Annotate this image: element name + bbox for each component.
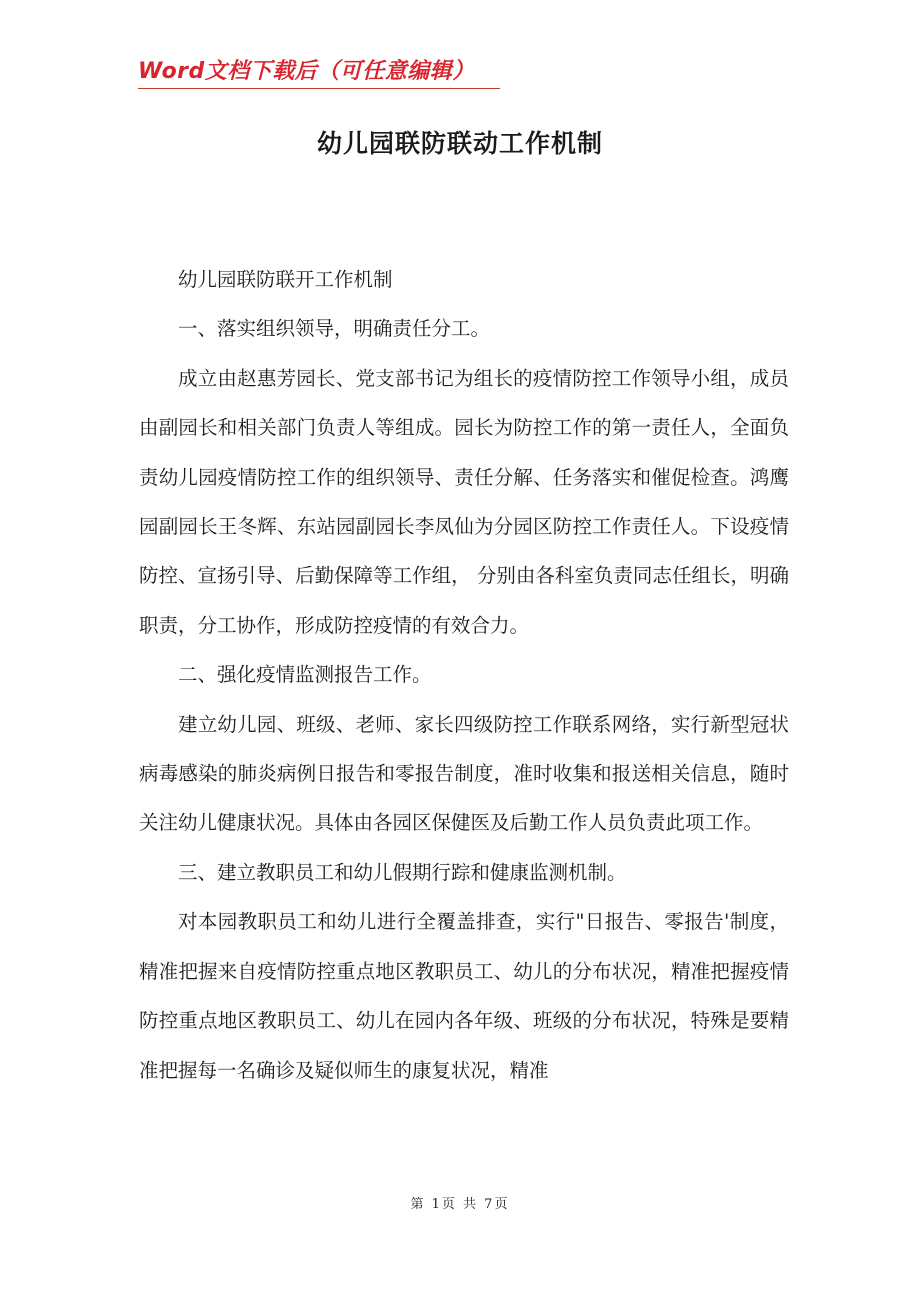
page-number: 第 1页 共 7页 [410, 1197, 510, 1212]
paragraph-heading-1: 一、落实组织领导，明确责任分工。 [178, 317, 491, 341]
watermark-text: Word文档下载后（可任意编辑） [138, 59, 475, 84]
paragraph-subtitle: 幼儿园联防联开工作机制 [178, 268, 393, 291]
paragraph-heading-2: 二、强化疫情监测报告工作。 [178, 663, 432, 687]
paragraph-heading-3: 三、建立教职员工和幼儿假期行踪和健康监测机制。 [178, 860, 627, 884]
paragraph-body-2: 建立幼儿园、班级、老师、家长四级防控工作联系网络，实行新型冠状病毒感染的肺炎病例日报告和零报告制度，准时收集和报送相关信息，随时关注幼儿健康状况。具体由各园区保健医及后勤工作人员负责此项工作。 [139, 712, 789, 835]
document-title: 幼儿园联防联动工作机制 [316, 129, 603, 158]
paragraph-body-3: 对本园教职员工和幼儿进行全覆盖排查，实行"日报告、零报告'制度，精准把握来自疫情防控重点地区教职员工、幼儿的分布状况，精准把握疫情防控重点地区教职员工、幼儿在园内各年级、班级的分布状况，特殊是要精准把握每一名确诊及疑似师生的康复状况，精准 [139, 910, 789, 1082]
document-body [139, 255, 789, 1095]
watermark-banner [138, 56, 500, 89]
paragraph-body-1: 成立由赵惠芳园长、党支部书记为组长的疫情防控工作领导小组，成员由副园长和相关部门负责人等组成。园长为防控工作的第一责任人，全面负责幼儿园疫情防控工作的组织领导、责任分解、任务落实和催促检查。鸿鹰园副园长王冬辉、东站园副园长李凤仙为分园区防控工作责任人。下设疫情防控、宣扬引导、后勤保障等工作组， 分别由各科室负责同志任组长，明确职责，分工协作，形成防控疫情的有效合力。 [139, 366, 789, 637]
